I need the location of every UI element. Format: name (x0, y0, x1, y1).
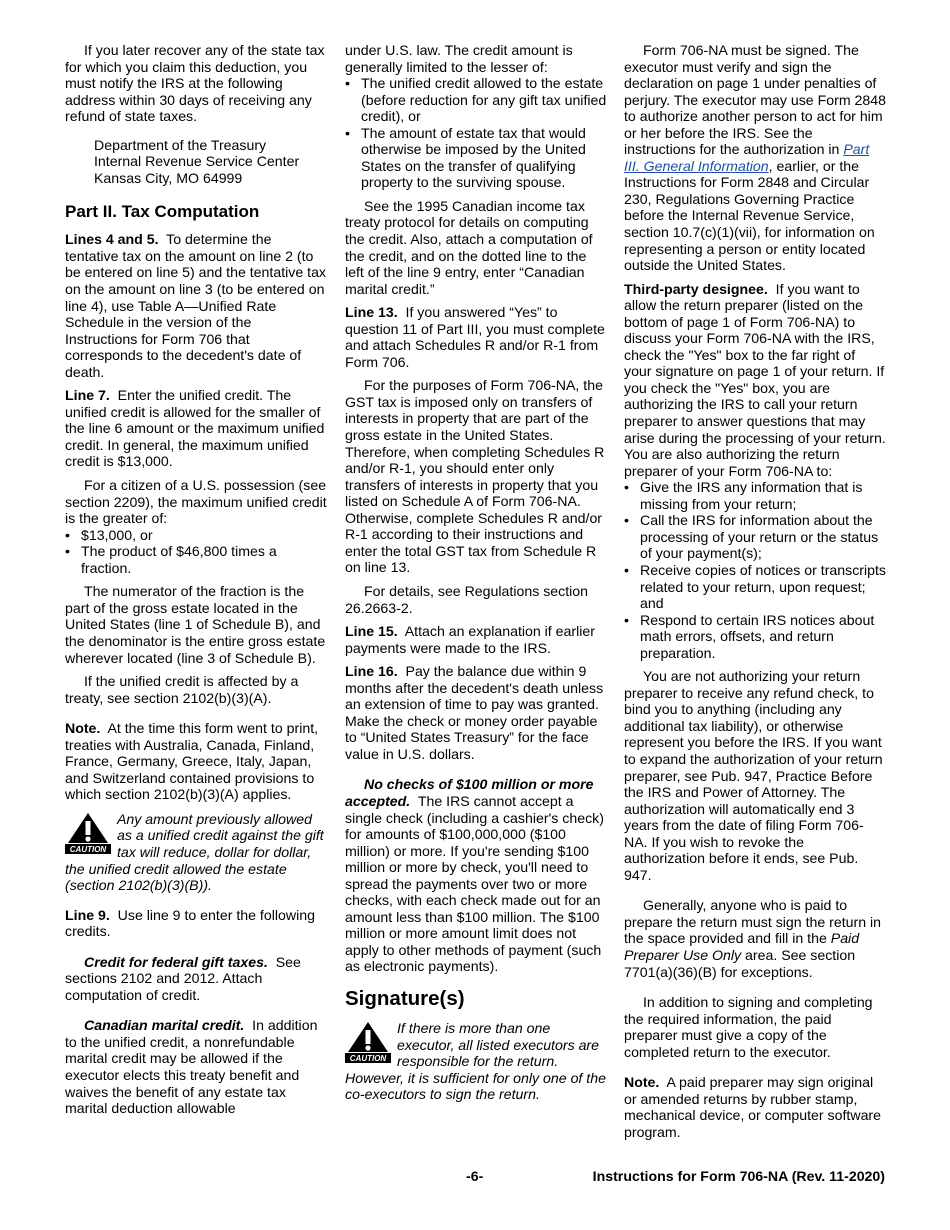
caution-block (65, 811, 327, 894)
paragraph-numerator: The numerator of the fraction is the part of the gross estate located in the United States (line 1 of Schedule B), and the denominator is the entire gross estate wherever located (line 3 of Schedule B). (65, 583, 326, 666)
bullet-icon: • (65, 526, 70, 543)
paragraph-third-party-designee: Third-party designee. If you want to allow the return preparer (listed on the bottom of page 1 of Form 706-NA) to discuss your Form 706-NA with the IRS, check the "Yes" box to the far right of your signature on page 1 of your return. If you check the "Yes" box, you are authorizing the IRS to call your return preparer to answer questions that may arise during the processing of your return. You are also authorizing the return preparer of your Form 706-NA to: (624, 280, 886, 479)
caution-icon (65, 812, 111, 854)
caution-label: CAUTION (69, 845, 107, 854)
line-label: Line 7. (65, 387, 110, 404)
paragraph-gift-tax-credit: Credit for federal gift taxes. See sections 2102 and 2012. Attach computation of credit. (65, 953, 301, 1003)
list-item: • Receive copies of notices or transcripts related to your return, upon request; and (624, 561, 886, 612)
part-3-general-information-link[interactable]: Part III. General Information (624, 141, 870, 174)
line-label: Line 16. (345, 663, 398, 680)
caution-block (345, 1020, 607, 1103)
note-label: Note. (65, 720, 101, 737)
caution-text: If there is more than one executor, all listed executors are responsible for the return. However, it is sufficient for only one of the co-executors to sign the return. (345, 1019, 606, 1103)
paragraph-line-16: Line 16. Pay the balance due within 9 months after the decedent's death unless an extension of time to pay was granted. Make the check or money order payable to “United States Treasury” for the face value in U.S. dollars. (345, 663, 604, 762)
list-item: • Respond to certain IRS notices about math errors, offsets, and return preparation. (624, 611, 875, 661)
list-item: • The unified credit allowed to the estate (before reduction for any gift tax unified credit), or (345, 75, 607, 125)
paragraph-no-checks: No checks of $100 million or more accepted. The IRS cannot accept a single check (including a cashier's check) for amounts of $100,000,000 ($100 million) or more. If you're sending $100 million or more by check, you'll need to spread the payments over two or more checks, with each check made out for an amount less than $100 million. The $100 million or more amount limit does not apply to other methods of payment (such as electronic payments). (345, 776, 604, 975)
list-item: • Call the IRS for information about the processing of your return or the status of your payment(s); (624, 512, 879, 562)
line-label: Line 13. (345, 304, 398, 321)
paragraph-not-authorizing: You are not authorizing your return preparer to receive any refund check, to bind you to anything (including any additional tax liability), or otherwise represent you before the IRS. If you want to expand the authorization of your return preparer, see Pub. 947, Practice Before the IRS and Power of Attorney. The authorization will automatically end 3 years from the date of filing Form 706-NA. If you wish to revoke the authorization before it ends, see Pub. 947. (624, 668, 883, 883)
subheading: No checks of $100 million or more accepted. (345, 776, 594, 809)
note: Note. A paid preparer may sign original or amended returns by rubber stamp, mechanical device, or computer software program. (624, 1074, 882, 1140)
address-line: Kansas City, MO 64999 (94, 169, 243, 186)
paragraph-paid-preparer: Generally, anyone who is paid to prepare the return must sign the return in the space provided and fill in the Paid Preparer Use Only area. See section 7701(a)(36)(B) for exceptions. (624, 897, 882, 980)
paragraph-must-be-signed: Form 706-NA must be signed. The executor must verify and sign the declaration on page 1 under penalties of perjury. The executor may use Form 2848 to authorize another person to act for him or her before the IRS. See the instructions for the authorization in Part III. General Information, earlier, or the Instructions for Form 2848 and Circular 230, Regulations Governing Practice before the Internal Revenue Service, section 10.7(c)(1)(vii), for information on representing a person or entity located outside the United States. (624, 42, 886, 274)
bullet-icon: • (65, 543, 70, 560)
column-3 (624, 42, 886, 1147)
paragraph-continued: under U.S. law. The credit amount is generally limited to the lesser of: (345, 42, 573, 75)
caution-text: Any amount previously allowed as a unified credit against the gift tax will reduce, dollar for dollar, the unified credit allowed the estate (section 2102(b)(3)(B)). (65, 810, 324, 894)
column-2 (345, 42, 607, 1116)
heading-signatures: Signature(s) (345, 986, 465, 1010)
caution-icon (345, 1021, 391, 1063)
paragraph-line-13: Line 13. If you answered “Yes” to question 11 of Part III, you must complete and attach Schedules R and/or R-1 from Form 706. (345, 304, 605, 370)
paragraph-canadian-marital-credit: Canadian marital credit. In addition to the unified credit, a nonrefundable marital credit may be allowed if the executor elects this treaty benefit and waives the benefit of any estate tax marital deduction allowable (65, 1017, 318, 1117)
bullet-icon: • (624, 561, 629, 578)
bullet-icon: • (624, 479, 629, 496)
list-item: • The product of $46,800 times a fraction. (65, 543, 277, 576)
address-line: Department of the Treasury (94, 136, 267, 153)
subheading: Credit for federal gift taxes. (84, 953, 268, 970)
note-label: Note. (624, 1074, 660, 1091)
paragraph-in-addition: In addition to signing and completing the required information, the paid preparer must give a copy of the completed return to the executor. (624, 994, 873, 1060)
paragraph-lines-4-5: Lines 4 and 5. To determine the tentative tax on the amount on line 2 (to be entered on line 5) and the tentative tax on the amount on line 3 (to be entered on line 4), use Table A—Unified Rate Schedule in the version of the Instructions for Form 706 that corresponds to the decedent's date of death. (65, 231, 327, 380)
paragraph-1995-treaty: See the 1995 Canadian income tax treaty protocol for details on computing the credit. Also, attach a computation of the credit, and on the dotted line to the left of the line 9 entry, enter “Canadian marital credit.” (345, 197, 593, 297)
line-label: Line 9. (65, 906, 110, 923)
bullet-icon: • (345, 75, 350, 92)
bullet-icon: • (624, 512, 629, 529)
list-item: • Give the IRS any information that is missing from your return; (624, 479, 863, 512)
irs-address (94, 137, 327, 187)
subheading: Third-party designee. (624, 280, 768, 297)
address-line: Internal Revenue Service Center (94, 153, 300, 170)
subheading: Canadian marital credit. (84, 1017, 245, 1034)
footer-title: Instructions for Form 706-NA (Rev. 11-2020) (592, 1168, 885, 1184)
page-number: -6- (466, 1168, 484, 1184)
paragraph-treaty: If the unified credit is affected by a treaty, see section 2102(b)(3)(A). (65, 673, 299, 706)
heading-part-2: Part II. Tax Computation (65, 202, 260, 222)
line-label: Lines 4 and 5. (65, 231, 159, 248)
line-label: Line 15. (345, 623, 398, 640)
paragraph-details: For details, see Regulations section 26.2663-2. (345, 582, 589, 616)
column-1 (65, 42, 327, 1124)
list-item: • $13,000, or (65, 526, 153, 543)
list-item: • The amount of estate tax that would otherwise be imposed by the United States on the transfer of qualifying property to the surviving spouse. (345, 124, 586, 191)
paragraph-line-7: Line 7. Enter the unified credit. The unified credit is allowed for the smaller of the line 6 amount or the maximum unified credit. In general, the maximum unified credit is $13,000. (65, 387, 325, 470)
note: Note. At the time this form went to print, treaties with Australia, Canada, Finland, France, Germany, Greece, Italy, Japan, and Switzerland contained provisions to which section 2102(b)(3)(A) applies. (65, 720, 319, 803)
paragraph-line-15: Line 15. Attach an explanation if earlier payments were made to the IRS. (345, 623, 595, 656)
paragraph-citizen: For a citizen of a U.S. possession (see section 2209), the maximum unified credit is the greater of: (65, 477, 327, 527)
bullet-icon: • (624, 611, 629, 628)
paragraph-gst: For the purposes of Form 706-NA, the GST tax is imposed only on transfers of interests in property that are part of the gross estate in the United States. Therefore, when completing Schedules R and/or R-1, you should enter only transfers of interests in property that you listed on Schedule A of Form 706-NA. Otherwise, complete Schedules R and/or R-1 according to their instructions and enter the total GST tax from Schedule R on line 13. (345, 377, 605, 576)
paragraph-state-tax-recovery: If you later recover any of the state tax for which you claim this deduction, you must notify the IRS at the following address within 30 days of receiving any refund of state taxes. (65, 42, 325, 125)
paragraph-line-9: Line 9. Use line 9 to enter the following credits. (65, 906, 315, 940)
bullet-icon: • (345, 124, 350, 141)
caution-label: CAUTION (349, 1054, 387, 1063)
